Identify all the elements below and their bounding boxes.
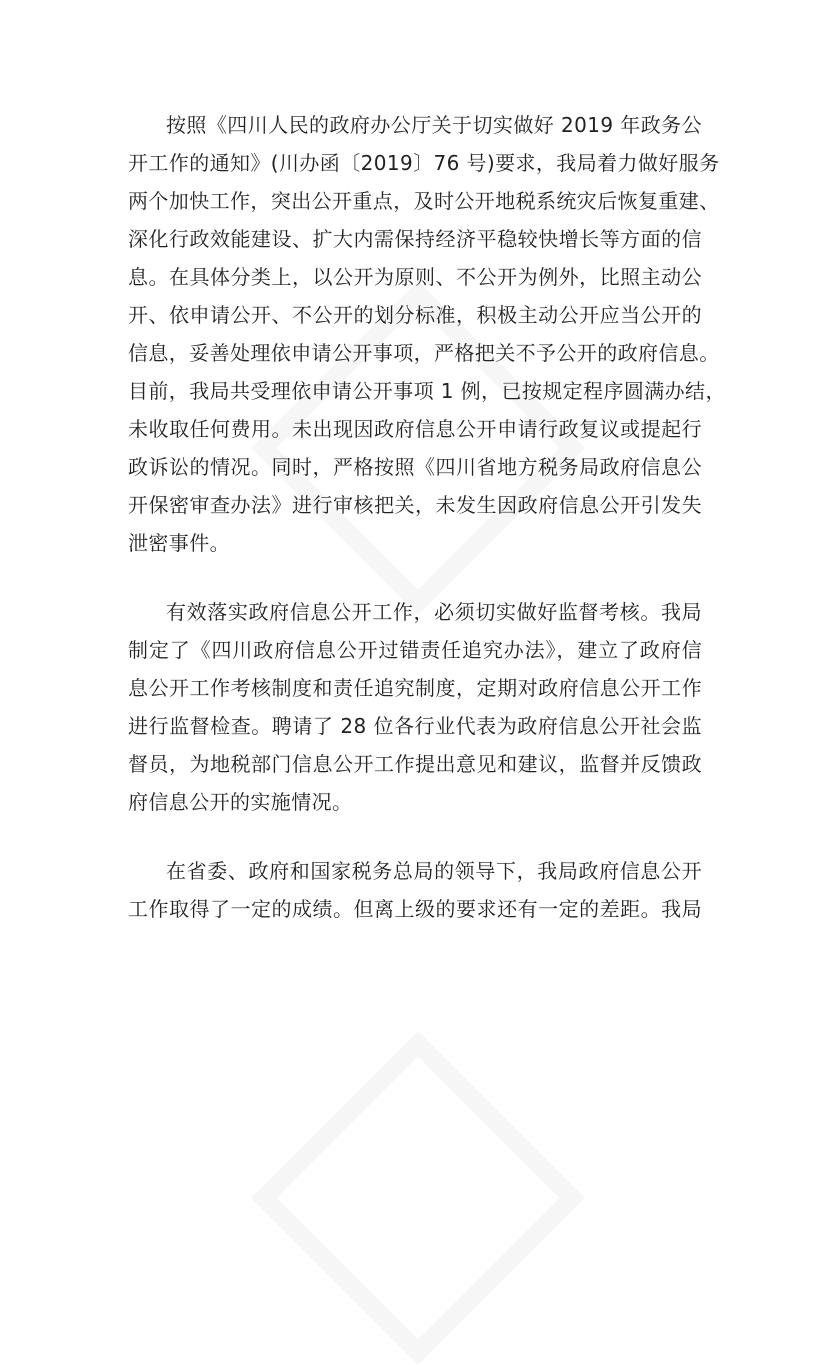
text-line: 息公开工作考核制度和责任追究制度，定期对政府信息公开工作 <box>128 676 702 700</box>
text-line: 开工作的通知》(川办函〔2019〕76 号)要求，我局着力做好服务 <box>128 151 720 175</box>
text-line: 开保密审查办法》进行审核把关，未发生因政府信息公开引发失 <box>128 493 702 517</box>
text-line: 息。在具体分类上，以公开为原则、不公开为例外，比照主动公 <box>128 265 702 289</box>
text-line: 制定了《四川政府信息公开过错责任追究办法》，建立了政府信 <box>128 638 702 662</box>
text-line: 未收取任何费用。未出现因政府信息公开申请行政复议或提起行 <box>128 417 702 441</box>
text-line: 进行监督检查。聘请了 28 位各行业代表为政府信息公开社会监 <box>128 714 702 738</box>
text-line: 深化行政效能建设、扩大内需保持经济平稳较快增长等方面的信 <box>128 227 702 251</box>
text-line: 信息，妥善处理依申请公开事项，严格把关不予公开的政府信息。 <box>128 341 720 365</box>
watermark <box>251 1031 585 1365</box>
text-line: 两个加快工作，突出公开重点，及时公开地税系统灾后恢复重建、 <box>128 189 720 213</box>
paragraph-2 <box>128 593 702 821</box>
paragraph-1 <box>128 106 726 562</box>
text-line: 政诉讼的情况。同时，严格按照《四川省地方税务局政府信息公 <box>128 455 702 479</box>
text-line: 府信息公开的实施情况。 <box>128 790 353 814</box>
text-line: 泄密事件。 <box>128 531 230 555</box>
text-line: 督员，为地税部门信息公开工作提出意见和建议，监督并反馈政 <box>128 752 702 776</box>
text-line: 在省委、政府和国家税务总局的领导下，我局政府信息公开 <box>166 859 702 883</box>
paragraph-3 <box>128 852 702 928</box>
text-line: 按照《四川人民的政府办公厅关于切实做好 2019 年政务公 <box>166 113 702 137</box>
text-line: 有效落实政府信息公开工作，必须切实做好监督考核。我局 <box>166 600 702 624</box>
text-line: 工作取得了一定的成绩。但离上级的要求还有一定的差距。我局 <box>128 897 702 921</box>
text-line: 开、依申请公开、不公开的划分标准，积极主动公开应当公开的 <box>128 303 702 327</box>
text-line: 目前，我局共受理依申请公开事项 1 例，已按规定程序圆满办结， <box>128 379 726 403</box>
document-page <box>128 106 726 959</box>
